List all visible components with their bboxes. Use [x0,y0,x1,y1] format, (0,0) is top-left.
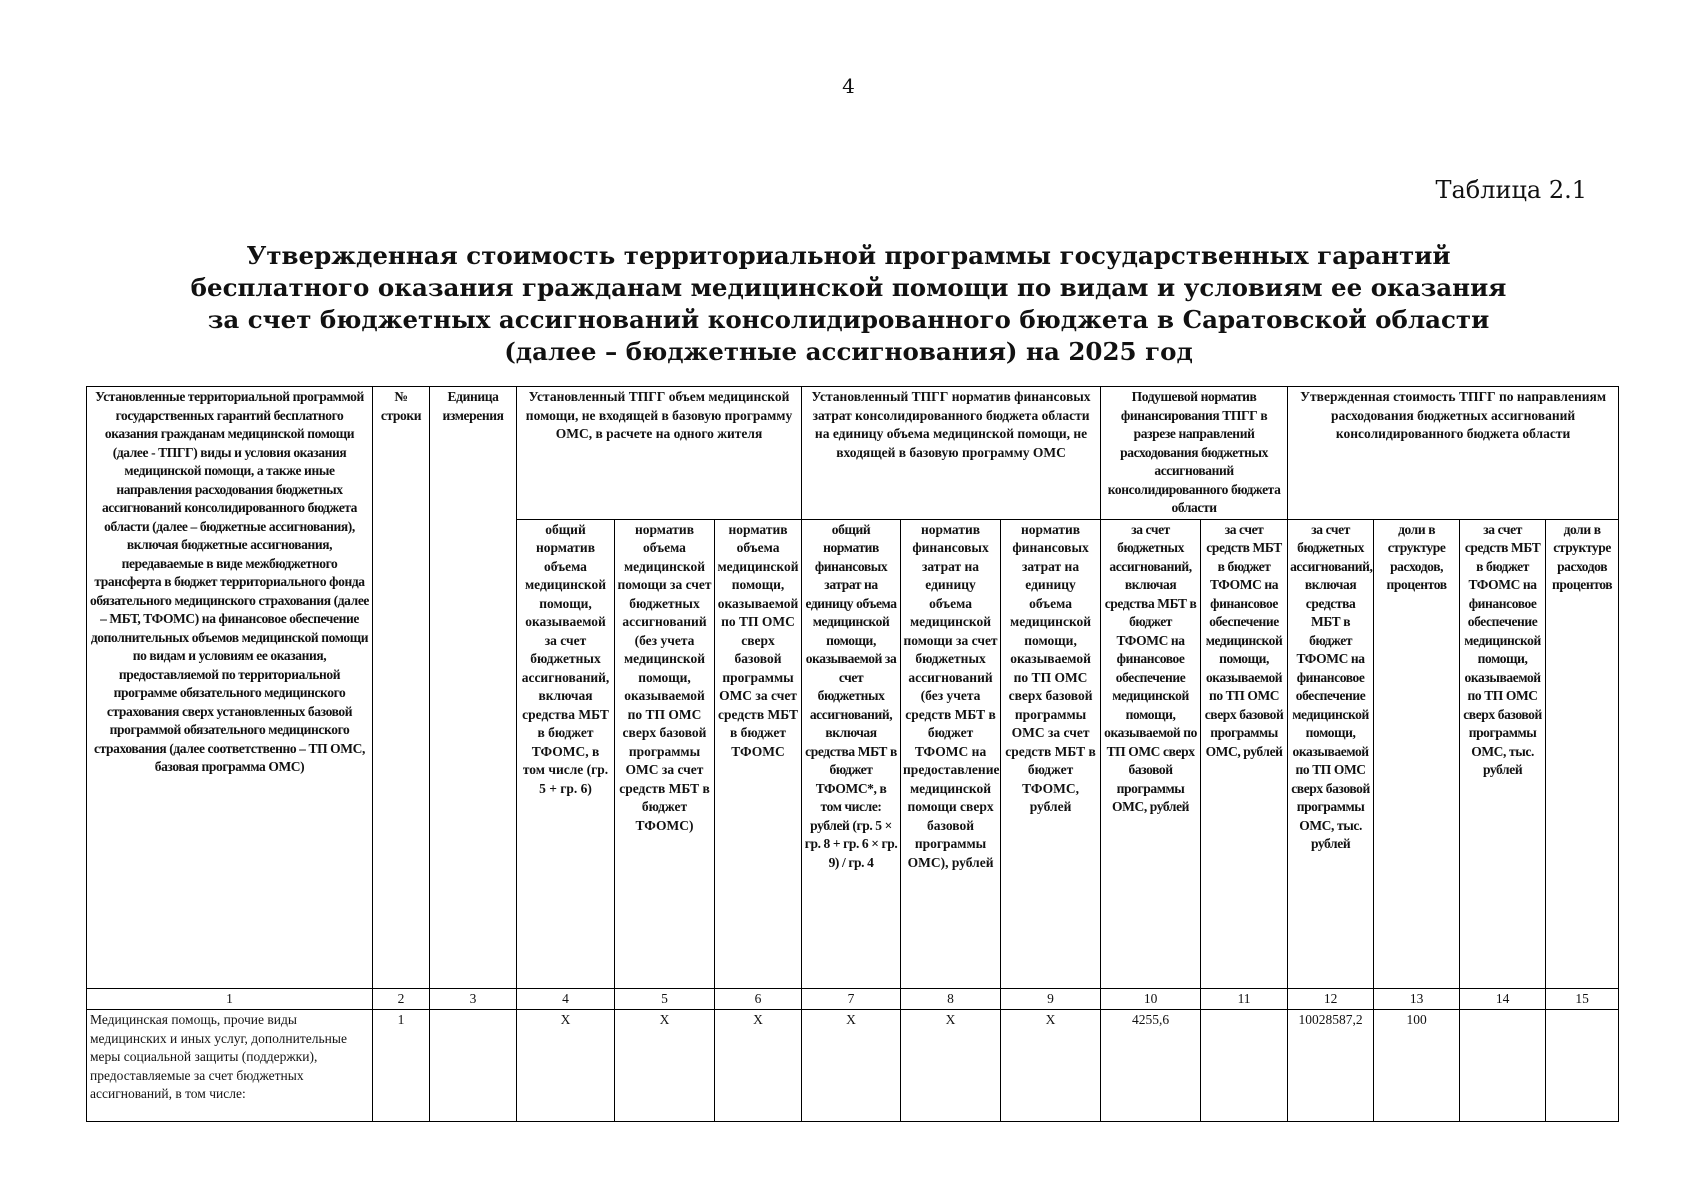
header-group-cost: Установленный ТПГГ норматив финансовых затрат консолидированного бюджета области на единицу объема медицинской помощи, не входящей в базовую программу ОМС [802,387,1101,520]
column-number: 12 [1288,988,1374,1010]
header-col-9: норматив финансовых затрат на единицу объема медицинской помощи, оказываемой по ТП ОМС сверх базовой программы ОМС за счет средств МБТ в бюджет ТФОМС, рублей [1001,519,1101,988]
column-number: 10 [1101,988,1201,1010]
column-number: 8 [901,988,1001,1010]
header-col-1: Установленные территориальной программой государственных гарантий бесплатного оказания гражданам медицинской помощи (далее - ТПГГ) виды и условия оказания медицинской помощи, а также иные направления расходования бюджетных ассигнований консолидированного бюджета области (далее – бюджетные ассигнования), включая бюджетные ассигнования, передаваемые в виде межбюджетного трансферта в бюджет территориального фонда обязательного медицинского страхования (далее – МБТ, ТФОМС) на финансовое обеспечение дополнительных объемов медицинской помощи по видам и условиям ее оказания, предоставляемой по территориальной программе обязательного медицинского страхования сверх установленных базовой программой обязательного медицинского страхования (далее соответственно – ТП ОМС, базовая программа ОМС) [87,387,373,989]
row-cell-5: Х [615,1010,715,1122]
title-line-1: Утвержденная стоимость территориальной программы государственных гарантий [246,241,1451,270]
column-number: 11 [1201,988,1288,1010]
header-group-total: Утвержденная стоимость ТПГГ по направлениям расходования бюджетных ассигнований консолидированного бюджета области [1288,387,1619,520]
column-number: 6 [715,988,802,1010]
header-col-4: общий норматив объема медицинской помощи, оказываемой за счет бюджетных ассигнований, включая средства МБТ в бюджет ТФОМС, в том числе (гр. 5 + гр. 6) [517,519,615,988]
header-group-percapita: Подушевой норматив финансирования ТПГГ в разрезе направлений расходования бюджетных ассигнований консолидированного бюджета области [1101,387,1288,520]
header-col-12: за счет бюджетных ассигнований, включая средства МБТ в бюджет ТФОМС на финансовое обеспечение медицинской помощи, оказываемой по ТП ОМС сверх базовой программы ОМС, тыс. рублей [1288,519,1374,988]
row-name-cell: Медицинская помощь, прочие виды медицинских и иных услуг, дополнительные меры социальной защиты (поддержки), предоставляемые за счет бюджетных ассигнований, в том числе: [87,1010,373,1122]
row-cell-9: Х [1001,1010,1101,1122]
header-col-5: норматив объема медицинской помощи за счет бюджетных ассигнований (без учета медицинской помощи, оказываемой по ТП ОМС сверх базовой программы ОМС за счет средств МБТ в бюджет ТФОМС) [615,519,715,988]
header-col-8: норматив финансовых затрат на единицу объема медицинской помощи за счет бюджетных ассигнований (без учета средств МБТ в бюджет ТФОМС на предоставление медицинской помощи сверх базовой программы ОМС), рублей [901,519,1001,988]
header-group-volume: Установленный ТПГГ объем медицинской помощи, не входящей в базовую программу ОМС, в расчете на одного жителя [517,387,802,520]
column-number: 15 [1546,988,1619,1010]
header-col-14: за счет средств МБТ в бюджет ТФОМС на финансовое обеспечение медицинской помощи, оказываемой по ТП ОМС сверх базовой программы ОМС, тыс. рублей [1460,519,1546,988]
row-cell-12: 10028587,2 [1288,1010,1374,1122]
column-number: 7 [802,988,901,1010]
row-cell-10: 4255,6 [1101,1010,1201,1122]
row-cell-15 [1546,1010,1619,1122]
header-col-10: за счет бюджетных ассигнований, включая средства МБТ в бюджет ТФОМС на финансовое обеспечение медицинской помощи, оказываемой по ТП ОМС сверх базовой программы ОМС, рублей [1101,519,1201,988]
row-cell-14 [1460,1010,1546,1122]
row-cell-13: 100 [1374,1010,1460,1122]
header-col-7: общий норматив финансовых затрат на единицу объема медицинской помощи, оказываемой за счет бюджетных ассигнований, включая средства МБТ в бюджет ТФОМС*, в том числе: рублей (гр. 5 × гр. 8 + гр. 6 × гр. 9) / гр. 4 [802,519,901,988]
header-col-15: доли в структуре расходов процентов [1546,519,1619,988]
column-number: 14 [1460,988,1546,1010]
column-number: 1 [87,988,373,1010]
row-unit-cell [430,1010,517,1122]
table-row [87,1010,1619,1122]
header-col-3: Единица измерения [430,387,517,989]
title-line-4: (далее – бюджетные ассигнования) на 2025 год [504,337,1193,366]
column-number: 13 [1374,988,1460,1010]
column-number: 4 [517,988,615,1010]
row-cell-7: Х [802,1010,901,1122]
header-col-13: доли в структуре расходов, процентов [1374,519,1460,988]
row-cell-8: Х [901,1010,1001,1122]
row-cell-6: Х [715,1010,802,1122]
document-title [0,240,1697,368]
title-line-3: за счет бюджетных ассигнований консолидированного бюджета в Саратовской области [207,305,1490,334]
page-number: 4 [842,74,855,98]
row-cell-11 [1201,1010,1288,1122]
cost-table [86,386,1619,1122]
column-number: 3 [430,988,517,1010]
row-cell-4: Х [517,1010,615,1122]
column-number: 5 [615,988,715,1010]
column-number: 2 [373,988,430,1010]
header-col-6: норматив объема медицинской помощи, оказываемой по ТП ОМС сверх базовой программы ОМС за счет средств МБТ в бюджет ТФОМС [715,519,802,988]
header-col-11: за счет средств МБТ в бюджет ТФОМС на финансовое обеспечение медицинской помощи, оказываемой по ТП ОМС сверх базовой программы ОМС, рублей [1201,519,1288,988]
column-number: 9 [1001,988,1101,1010]
column-number-row [87,988,1619,1010]
row-line-cell: 1 [373,1010,430,1122]
title-line-2: бесплатного оказания гражданам медицинской помощи по видам и условиям ее оказания [190,273,1507,302]
header-col-2: № строки [373,387,430,989]
table-label: Таблица 2.1 [1435,176,1587,204]
